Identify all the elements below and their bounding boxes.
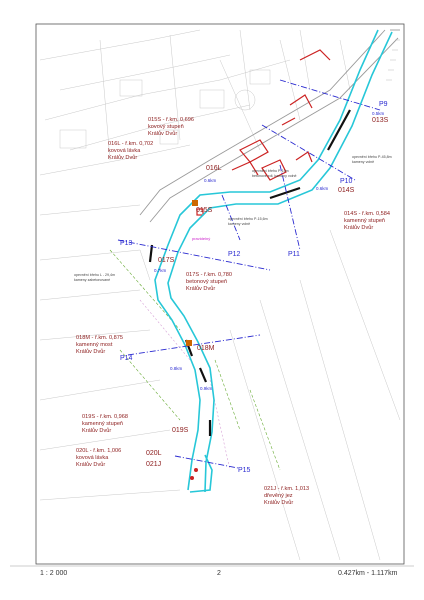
svg-text:dřevěný jez: dřevěný jez [264,493,293,499]
svg-text:Králův Dvůr: Králův Dvůr [264,500,294,506]
profile-label-p9: P9 [379,101,388,108]
svg-text:kovový stupeň: kovový stupeň [148,124,184,130]
scale-label: 1 : 2 000 [40,570,68,577]
code-020L: 020L [146,450,162,457]
svg-text:Králův Dvůr: Králův Dvůr [148,131,178,137]
svg-text:Králův Dvůr: Králův Dvůr [186,286,216,292]
profile-label-p12: P12 [228,251,241,258]
svg-text:0.8km: 0.8km [170,366,183,371]
svg-text:0.7km: 0.7km [154,268,167,273]
svg-text:0.6km: 0.6km [316,186,329,191]
km-range: 0.427km - 1.117km [338,570,398,577]
svg-text:kameny volně: kameny volně [352,160,375,164]
svg-text:018M - ř.km. 0,875: 018M - ř.km. 0,875 [76,335,123,341]
svg-text:Králův Dvůr: Králův Dvůr [76,349,106,355]
svg-text:015S - ř.km. 0,696: 015S - ř.km. 0,696 [148,117,195,123]
page-number: 2 [217,570,221,577]
code-017S: 017S [158,257,175,264]
svg-text:kamenný stupeň: kamenný stupeň [344,218,386,224]
code-019S: 019S [172,427,189,434]
svg-text:opevnění břehu L - 29,4m: opevnění břehu L - 29,4m [74,273,116,277]
code-016L: 016L [206,165,222,172]
svg-text:betonové zdi, kameny volně: betonové zdi, kameny volně [252,174,297,178]
code-018M: 018M [197,345,215,352]
svg-text:0.6km: 0.6km [204,178,217,183]
code-014S: 014S [338,187,355,194]
code-015S: 015S [196,207,213,214]
profile-label-p13: P13 [120,240,133,247]
svg-text:Králův Dvůr: Králův Dvůr [82,428,112,434]
note-pravidelny: pravidelný [192,236,211,241]
svg-text:kameny volně: kameny volně [228,222,251,226]
svg-text:kamenný most: kamenný most [76,342,113,348]
svg-text:014S - ř.km. 0,584: 014S - ř.km. 0,584 [344,211,391,217]
svg-text:016L - ř.km. 0,702: 016L - ř.km. 0,702 [108,141,154,147]
svg-text:Králův Dvůr: Králův Dvůr [344,225,374,231]
svg-text:020L - ř.km. 1,006: 020L - ř.km. 1,006 [76,448,122,454]
svg-text:betonový stupeň: betonový stupeň [186,279,228,285]
svg-text:019S - ř.km. 0,968: 019S - ř.km. 0,968 [82,414,129,420]
svg-text:021J - ř.km. 1,013: 021J - ř.km. 1,013 [264,486,310,492]
svg-text:0.9km: 0.9km [200,386,213,391]
svg-text:kovová lávka: kovová lávka [108,148,141,154]
svg-text:kameny zabetonované: kameny zabetonované [74,278,111,282]
code-013S: 013S [372,117,389,124]
svg-text:opevnění břehu P-15m: opevnění břehu P-15m [252,169,289,173]
svg-text:kovová lávka: kovová lávka [76,455,109,461]
svg-text:kamenný stupeň: kamenný stupeň [82,421,124,427]
profile-label-p10: P10 [340,178,353,185]
svg-text:Králův Dvůr: Králův Dvůr [76,462,106,468]
code-021J: 021J [146,461,162,468]
profile-label-p11: P11 [288,251,300,258]
profile-label-p15: P15 [238,467,251,474]
svg-text:Králův Dvůr: Králův Dvůr [108,155,138,161]
svg-text:0.5km: 0.5km [372,111,385,116]
profile-label-p14: P14 [120,355,133,362]
svg-text:opevnění břehu P-45,8m: opevnění břehu P-45,8m [352,155,392,159]
map-frame [36,24,404,564]
svg-text:017S - ř.km. 0,780: 017S - ř.km. 0,780 [186,272,233,278]
svg-text:opevnění břehu P-15,6m: opevnění břehu P-15,6m [228,217,268,221]
